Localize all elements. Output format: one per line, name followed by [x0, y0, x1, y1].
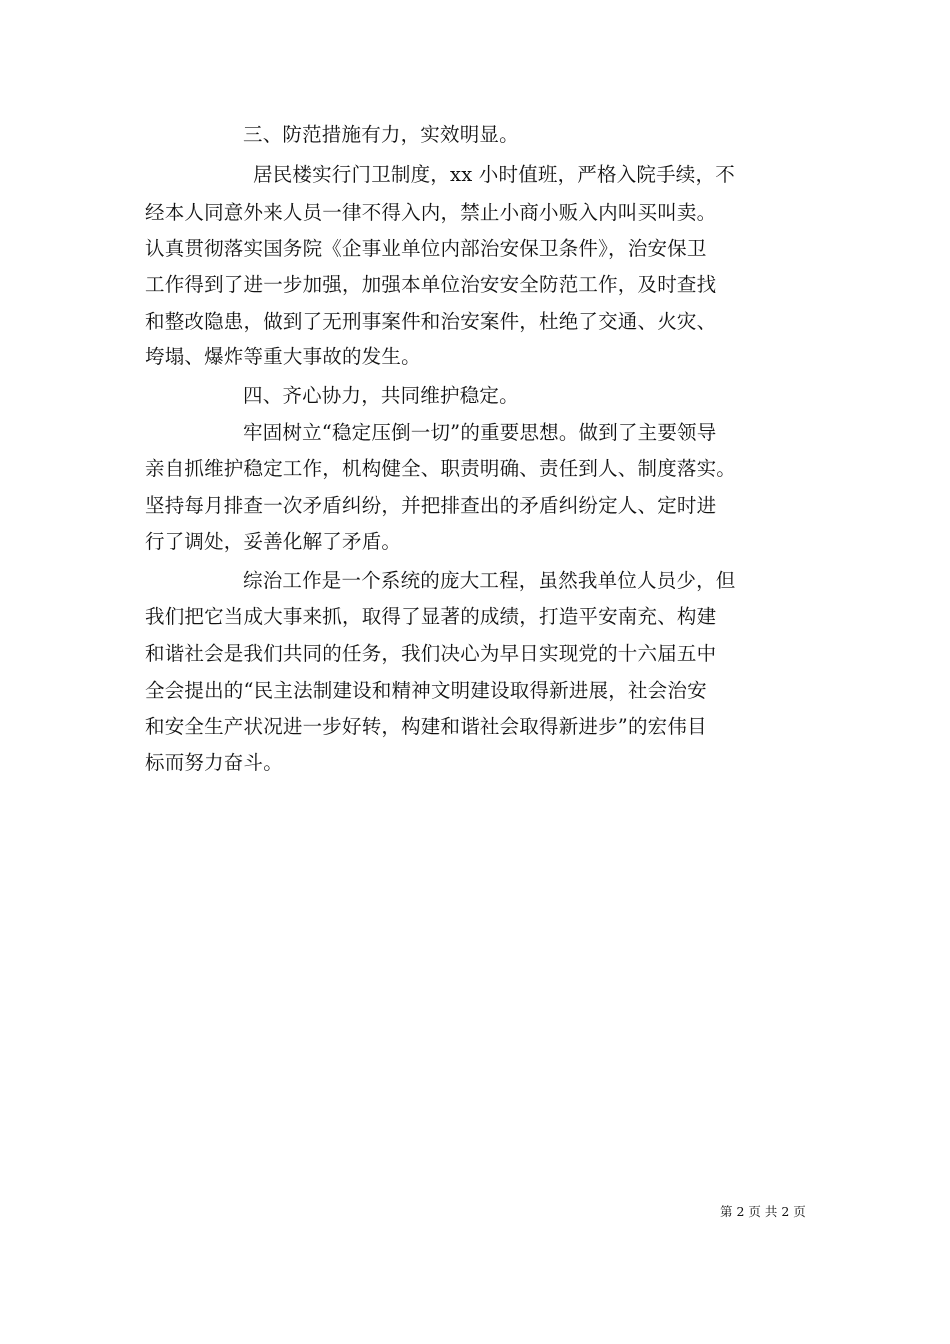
paragraph-line: 我们把它当成大事来抓，取得了显著的成绩，打造平安南充、构建 — [145, 605, 717, 628]
paragraph-line: 和安全生产状况进一步好转，构建和谐社会取得新进步”的宏伟目 — [145, 715, 707, 738]
section-heading-3: 三、防范措施有力，实效明显。 — [243, 123, 519, 146]
paragraph-line: 和整改隐患，做到了无刑事案件和治安案件，杜绝了交通、火灾、 — [145, 310, 717, 333]
paragraph-line: 工作得到了进一步加强，加强本单位治安安全防范工作，及时查找 — [145, 273, 717, 296]
paragraph-line: 标而努力奋斗。 — [145, 751, 283, 774]
paragraph-line: 坚持每月排查一次矛盾纠纷，并把排查出的矛盾纠纷定人、定时进 — [145, 494, 717, 517]
page-number: 第 2 页 共 2 页 — [720, 1204, 806, 1219]
paragraph-line: 和谐社会是我们共同的任务，我们决心为早日实现党的十六届五中 — [145, 642, 717, 665]
paragraph-line: 认真贯彻落实国务院《企事业单位内部治安保卫条件》，治安保卫 — [145, 237, 707, 260]
paragraph-line: 垮塌、爆炸等重大事故的发生。 — [145, 345, 421, 368]
paragraph-line: 经本人同意外来人员一律不得入内，禁止小商小贩入内叫买叫卖。 — [145, 201, 717, 224]
paragraph-line: 综治工作是一个系统的庞大工程，虽然我单位人员少，但 — [243, 569, 736, 592]
paragraph-line: 居民楼实行门卫制度，xx 小时值班，严格入院手续，不 — [253, 163, 735, 186]
paragraph-line: 行了调处，妥善化解了矛盾。 — [145, 530, 402, 553]
paragraph-line: 亲自抓维护稳定工作，机构健全、职责明确、责任到人、制度落实。 — [145, 457, 737, 480]
paragraph-line: 全会提出的“民主法制建设和精神文明建设取得新进展，社会治安 — [145, 679, 707, 702]
section-heading-4: 四、齐心协力，共同维护稳定。 — [243, 384, 519, 407]
paragraph-line: 牢固树立“稳定压倒一切”的重要思想。做到了主要领导 — [243, 421, 717, 444]
